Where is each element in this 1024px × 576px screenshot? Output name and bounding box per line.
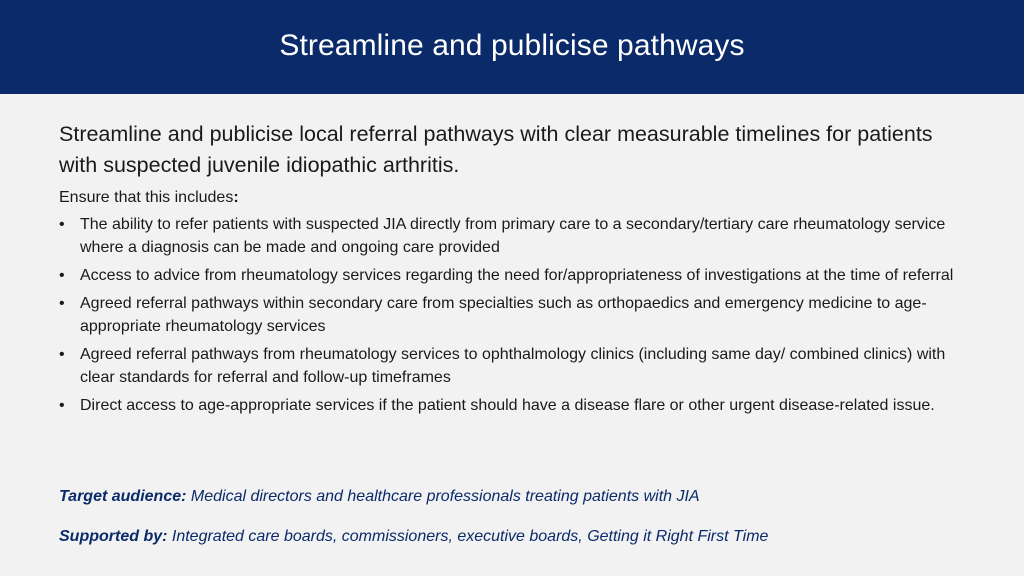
bullet-icon: • <box>59 267 65 284</box>
target-audience <box>59 486 700 508</box>
target-audience-text: Medical directors and healthcare professionals treating patients with JIA <box>186 488 700 505</box>
target-audience-label: Target audience: <box>59 488 187 505</box>
list-item-text: The ability to refer patients with suspected JIA directly from primary care to a secondary/tertiary care rheumatology service where a diagnosis can be made and ongoing care provided <box>80 216 946 256</box>
supported-by-label: Supported by: <box>59 528 168 545</box>
list-item <box>59 213 959 259</box>
ensure-label: Ensure that this includes <box>59 189 234 206</box>
bullet-icon: • <box>59 346 65 363</box>
bullet-icon: • <box>59 295 65 312</box>
requirements-list <box>59 213 959 417</box>
ensure-intro <box>59 187 959 209</box>
list-item-text: Access to advice from rheumatology services regarding the need for/appropriateness of investigations at the time of referral <box>80 267 954 284</box>
list-item-text: Agreed referral pathways within secondary care from specialties such as orthopaedics and emergency medicine to age-appropriate rheumatology services <box>80 295 927 335</box>
list-item <box>59 292 959 338</box>
title-banner <box>0 0 1024 94</box>
list-item <box>59 343 959 389</box>
list-item <box>59 264 959 287</box>
slide-body <box>59 119 959 422</box>
bullet-icon: • <box>59 216 65 233</box>
supported-by-text: Integrated care boards, commissioners, executive boards, Getting it Right First Time <box>167 528 769 545</box>
slide-title: Streamline and publicise pathways <box>279 29 745 62</box>
supported-by <box>59 526 768 548</box>
list-item-text: Direct access to age-appropriate services if the patient should have a disease flare or other urgent disease-related issue. <box>80 397 935 414</box>
lead-paragraph: Streamline and publicise local referral pathways with clear measurable timelines for patients with suspected juvenile idiopathic arthritis. <box>59 122 933 177</box>
ensure-colon: : <box>233 189 239 206</box>
list-item <box>59 394 959 417</box>
list-item-text: Agreed referral pathways from rheumatology services to ophthalmology clinics (including same day/ combined clinics) with clear standards for referral and follow-up timeframes <box>80 346 946 386</box>
bullet-icon: • <box>59 397 65 414</box>
